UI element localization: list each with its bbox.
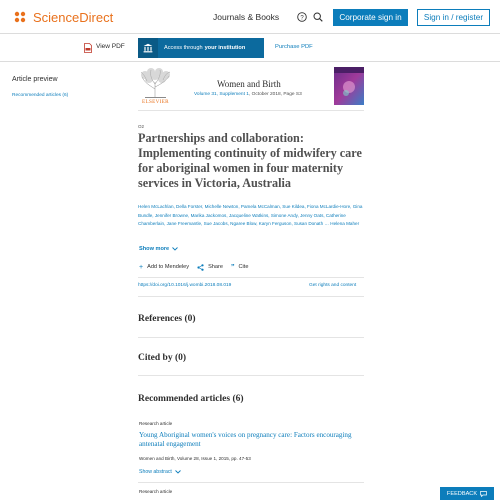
purchase-pdf-link[interactable]: Purchase PDF — [275, 44, 313, 50]
divider — [138, 482, 364, 483]
divider — [138, 375, 364, 376]
show-abstract-label: Show abstract — [139, 469, 172, 475]
institution-icon — [138, 38, 158, 58]
cite-button[interactable] — [231, 263, 248, 271]
access-institution-label: your institution — [204, 45, 246, 51]
rights-content-link[interactable]: Get rights and content — [309, 283, 357, 288]
add-to-mendeley-label: Add to Mendeley — [147, 264, 190, 270]
divider — [138, 110, 364, 111]
recommended-type: Research article — [139, 421, 173, 426]
volume-link[interactable]: Volume 31, Supplement 1 — [194, 92, 249, 97]
top-header — [0, 0, 500, 34]
brand-name: ScienceDirect — [33, 9, 114, 25]
chevron-down-icon — [175, 470, 181, 474]
cite-label: Cite — [238, 264, 249, 270]
corporate-signin-button[interactable]: Corporate sign in — [333, 9, 408, 26]
sciencedirect-logo[interactable] — [12, 9, 113, 25]
article-actions — [139, 263, 256, 271]
recommended-heading: Recommended articles (6) — [138, 394, 244, 404]
quote-icon: ” — [231, 263, 235, 271]
divider — [138, 337, 364, 338]
svg-text:?: ? — [300, 15, 304, 22]
elsevier-logo[interactable] — [139, 67, 172, 104]
article-toolbar — [0, 34, 500, 62]
feedback-button[interactable] — [440, 487, 494, 500]
divider — [138, 296, 364, 297]
show-more-button[interactable] — [139, 246, 178, 252]
article-type: O2 — [138, 124, 145, 129]
chevron-down-icon — [172, 247, 178, 251]
sciencedirect-mark-icon — [12, 9, 28, 25]
show-more-label: Show more — [139, 246, 170, 252]
search-icon[interactable] — [313, 12, 323, 22]
access-prefix: Access through — [164, 45, 203, 51]
share-label: Share — [208, 264, 224, 270]
recommended-article-title[interactable]: Young Aboriginal women's voices on pregnancy care: Factors encouraging antenatal engagement — [139, 431, 352, 448]
doi-link[interactable]: https://doi.org/10.1016/j.wombi.2018.08.019 — [138, 283, 232, 288]
access-institution-button[interactable] — [138, 38, 264, 58]
recommended-type: Research article — [139, 489, 173, 494]
feedback-label: FEEDBACK — [446, 490, 478, 497]
issue-date-pages: , October 2018, Page S3 — [248, 92, 302, 97]
sidebar-title: Article preview — [12, 76, 58, 83]
journal-issue-info — [194, 92, 302, 97]
journals-books-link[interactable]: Journals & Books — [213, 12, 280, 22]
author-list[interactable]: Helen McLachlan, Della Forster, Michelle Newton, Pamela McCalman, Sue Kildea, Fiona McLardie-Hore, Gina Bundle, Jennifer Browne, Marika Jackomos, Jacqueline Watkins, Simone Andy, Jenny Oats, Catherine Chamberlain, Jane Freemantle, Sue Jacobs, Ngaree Blow, Karyn Ferguson, Susan Donath … Helena Maher — [138, 204, 363, 227]
help-icon[interactable] — [297, 12, 307, 22]
cited-by-heading[interactable]: Cited by (0) — [138, 353, 187, 363]
view-pdf-link[interactable]: View PDF — [96, 43, 125, 50]
recommended-article-meta: Women and Birth, Volume 28, Issue 1, 2015, pp. 47-53 — [139, 456, 251, 461]
article-title: Partnerships and collaboration: Implementing continuity of midwifery care for aboriginal women in four maternity services in Victoria, Australia — [138, 131, 362, 190]
references-heading[interactable]: References (0) — [138, 314, 196, 324]
share-icon — [197, 264, 204, 271]
plus-icon: + — [139, 263, 144, 271]
add-to-mendeley-button[interactable] — [139, 264, 189, 271]
svg-text:ELSEVIER: ELSEVIER — [142, 99, 169, 104]
divider — [138, 277, 364, 278]
speech-bubble-icon — [480, 491, 487, 497]
journal-cover-image[interactable] — [334, 67, 364, 105]
show-abstract-button[interactable] — [139, 469, 181, 475]
share-button[interactable] — [197, 264, 223, 271]
journal-title[interactable]: Women and Birth — [217, 79, 281, 89]
pdf-icon — [84, 43, 92, 53]
sidebar-item-recommended[interactable]: Recommended articles (6) — [12, 93, 69, 98]
signin-register-button[interactable]: Sign in / register — [417, 9, 490, 26]
